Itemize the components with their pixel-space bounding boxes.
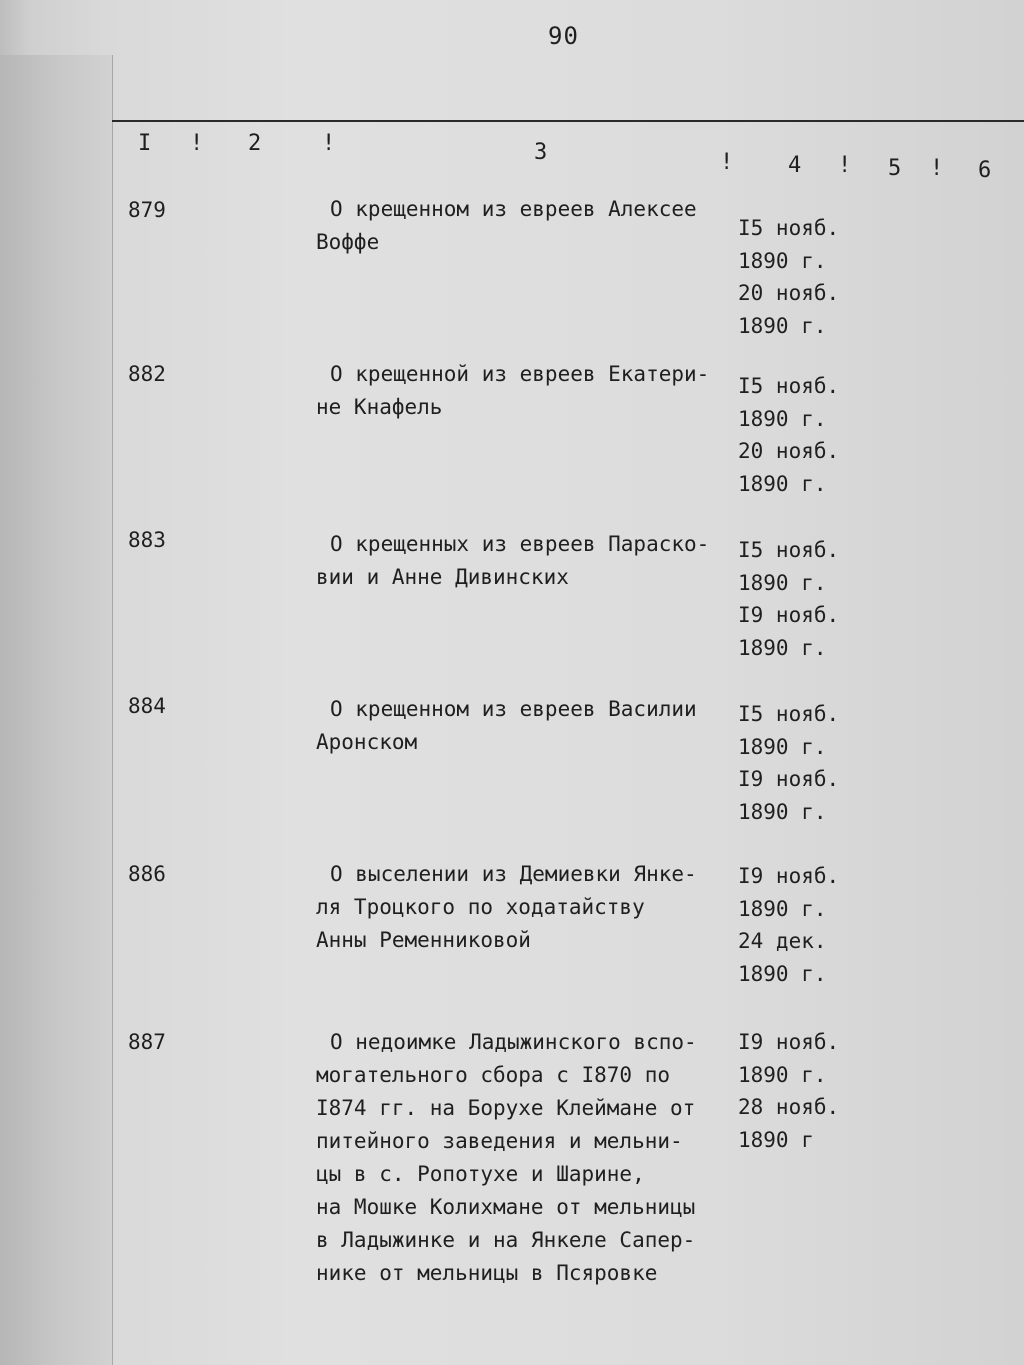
column-separator: ! [190, 131, 204, 156]
entry-date-line: I5 нояб. [738, 702, 840, 726]
entry-number: 882 [128, 362, 166, 386]
column-header-4: 4 [788, 153, 802, 178]
entry-dates [738, 370, 839, 500]
entry-date-line: 28 нояб. [738, 1095, 840, 1119]
entry-date-line: I5 нояб. [738, 538, 840, 562]
entry-date-line: 20 нояб. [738, 439, 840, 463]
entry-text-line: О крещенном из евреев Василии [330, 697, 697, 721]
entry-date-line: 1890 г. [738, 799, 827, 824]
entry-date-line: I5 нояб. [738, 216, 840, 240]
entry-text-line: питейного заведения и мельни- [316, 1129, 683, 1153]
entry-text-line: О крещенных из евреев Параско- [330, 532, 710, 556]
entry-date-line: I9 нояб. [738, 864, 840, 888]
entry-text-line: цы в с. Ропотухе и Шарине, [316, 1162, 645, 1186]
entry-date-line: I9 нояб. [738, 1030, 840, 1054]
entry-text-line: Аронском [316, 730, 418, 754]
entry-description [316, 1026, 746, 1290]
column-header-6: 6 [978, 158, 992, 183]
entry-text-line: О недоимке Ладыжинского вспо- [330, 1030, 697, 1054]
entry-date-line: 1890 г. [738, 1062, 827, 1087]
entry-date-line: 1890 г. [738, 570, 827, 595]
column-separator: ! [930, 156, 944, 181]
entry-text-line: О крещенном из евреев Алексее [330, 197, 697, 221]
entry-dates [738, 698, 839, 828]
column-separator: ! [322, 131, 336, 156]
entry-text-line: в Ладыжинке и на Янкеле Сапер- [316, 1228, 696, 1252]
entry-text-line: ля Троцкого по ходатайству [316, 895, 645, 919]
entry-number: 887 [128, 1030, 166, 1054]
entry-date-line: 1890 г. [738, 248, 827, 273]
header-rule [112, 120, 1024, 122]
entry-date-line: 1890 г. [738, 896, 827, 921]
entry-text-line: О выселении из Демиевки Янке- [330, 862, 697, 886]
entry-date-line: 1890 г. [738, 635, 827, 660]
entry-number: 883 [128, 528, 166, 552]
entry-dates [738, 212, 839, 342]
entry-date-line: I9 нояб. [738, 767, 840, 791]
entry-description [316, 528, 746, 594]
entry-number: 884 [128, 694, 166, 718]
entry-date-line: 20 нояб. [738, 281, 840, 305]
entry-text-line: нике от мельницы в Псяровке [316, 1261, 658, 1285]
entry-dates [738, 860, 839, 990]
entry-date-line: 1890 г. [738, 961, 827, 986]
column-separator: ! [838, 153, 852, 178]
entry-date-line: 1890 г [738, 1127, 814, 1152]
entry-date-line: 1890 г. [738, 471, 827, 496]
entry-description [316, 693, 746, 759]
entry-text-line: на Мошке Колихмане от мельницы [316, 1195, 696, 1219]
column-separator: ! [720, 150, 734, 175]
page-number: 90 [548, 22, 579, 50]
entry-dates [738, 1026, 839, 1156]
entry-text-line: I874 гг. на Борухе Клеймане от [316, 1096, 696, 1120]
entry-date-line: 1890 г. [738, 734, 827, 759]
entry-text-line: могательного сбора с I870 по [316, 1063, 671, 1087]
column-header-2: 2 [248, 131, 262, 156]
entry-date-line: 24 дек. [738, 929, 827, 953]
entry-number: 886 [128, 862, 166, 886]
entry-description [316, 193, 746, 259]
entry-date-line: I5 нояб. [738, 374, 840, 398]
entry-text-line: не Кнафель [316, 395, 443, 419]
column-header-5: 5 [888, 156, 902, 181]
entry-text-line: Воффе [316, 230, 380, 254]
entry-date-line: 1890 г. [738, 313, 827, 338]
entry-text-line: О крещенной из евреев Екатери- [330, 362, 710, 386]
entry-date-line: I9 нояб. [738, 603, 840, 627]
entry-dates [738, 534, 839, 664]
entry-number: 879 [128, 198, 166, 222]
entry-description [316, 858, 746, 957]
entry-description [316, 358, 746, 424]
entry-text-line: вии и Анне Дивинских [316, 565, 569, 589]
entry-date-line: 1890 г. [738, 406, 827, 431]
page-edge-shadow [0, 55, 113, 1365]
entry-text-line: Анны Ременниковой [316, 928, 531, 952]
column-header-1: I [138, 131, 152, 156]
column-header-3: 3 [534, 140, 548, 165]
